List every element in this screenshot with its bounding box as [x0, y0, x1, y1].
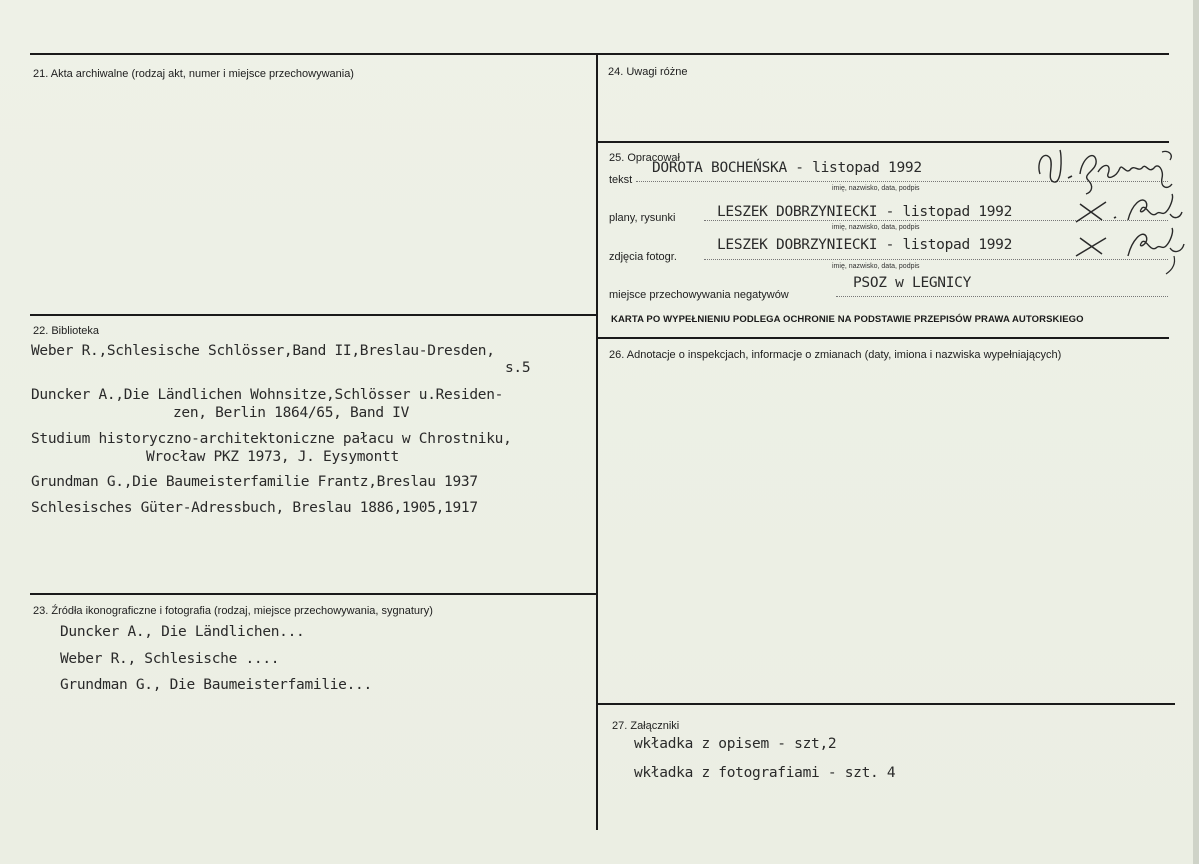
section-22-label: 22. Biblioteka: [33, 325, 100, 337]
signature-tekst: [1032, 144, 1182, 196]
plany-value: LESZEK DOBRZYNIECKI - listopad 1992: [717, 204, 1013, 220]
library-entry-3: Studium historyczno-architektoniczne pałacu w Chrostniku,: [31, 431, 512, 447]
library-entry-5: Schlesisches Güter-Adressbuch, Breslau 1886,1905,1917: [31, 500, 478, 516]
card-edge: [1193, 0, 1199, 864]
section-27-label: 27. Załączniki: [612, 720, 680, 732]
tekst-hint: imię, nazwisko, data, podpis: [832, 185, 920, 192]
rule-22-23: [30, 593, 597, 595]
icon-source-2: Weber R., Schlesische ....: [60, 651, 280, 667]
section-24-label: 24. Uwagi różne: [608, 66, 688, 78]
section-23-label: 23. Źródła ikonograficzne i fotografia (rodzaj, miejsce przechowywania, sygnatury): [33, 605, 433, 617]
rule-25-26: [597, 337, 1169, 339]
section-25-label: 25. Opracował: [609, 152, 680, 164]
vertical-divider: [596, 53, 598, 830]
rule-26-27: [597, 703, 1175, 705]
rule-21-22: [30, 314, 597, 316]
top-rule: [30, 53, 1169, 55]
library-entry-4: Grundman G.,Die Baumeisterfamilie Frantz,Breslau 1937: [31, 474, 478, 490]
zdjecia-value: LESZEK DOBRZYNIECKI - listopad 1992: [717, 237, 1013, 253]
signature-zdjecia: [1070, 226, 1192, 276]
icon-source-1: Duncker A., Die Ländlichen...: [60, 624, 305, 640]
negatywy-value: PSOZ w LEGNICY: [853, 275, 972, 291]
rule-24-25: [597, 141, 1169, 143]
library-entry-2-cont: zen, Berlin 1864/65, Band IV: [173, 405, 410, 421]
library-entry-2: Duncker A.,Die Ländlichen Wohnsitze,Schlösser u.Residen-: [31, 387, 504, 403]
plany-label: plany, rysunki: [609, 212, 676, 224]
library-entry-3-cont: Wrocław PKZ 1973, J. Eysymontt: [146, 449, 399, 465]
negatywy-dotted-line: [836, 296, 1168, 297]
library-entry-1: Weber R.,Schlesische Schlösser,Band II,Breslau-Dresden,: [31, 343, 495, 359]
plany-hint: imię, nazwisko, data, podpis: [832, 224, 920, 231]
zdjecia-label: zdjęcia fotogr.: [609, 251, 677, 263]
copyright-note: KARTA PO WYPEŁNIENIU PODLEGA OCHRONIE NA PODSTAWIE PRZEPISÓW PRAWA AUTORSKIEGO: [611, 314, 1084, 325]
tekst-label: tekst: [609, 174, 633, 186]
library-entry-1-cont: s.5: [505, 360, 531, 376]
tekst-value: DOROTA BOCHEŃSKA - listopad 1992: [652, 160, 922, 176]
zdjecia-hint: imię, nazwisko, data, podpis: [832, 263, 920, 270]
section-21-label: 21. Akta archiwalne (rodzaj akt, numer i miejsce przechowywania): [33, 68, 354, 80]
section-26-label: 26. Adnotacje o inspekcjach, informacje o zmianach (daty, imiona i nazwiska wypełniających): [609, 349, 1062, 361]
negatywy-label: miejsce przechowywania negatywów: [609, 289, 789, 301]
icon-source-3: Grundman G., Die Baumeisterfamilie...: [60, 677, 372, 693]
attachment-2: wkładka z fotografiami - szt. 4: [634, 765, 896, 781]
attachment-1: wkładka z opisem - szt,2: [634, 736, 837, 752]
